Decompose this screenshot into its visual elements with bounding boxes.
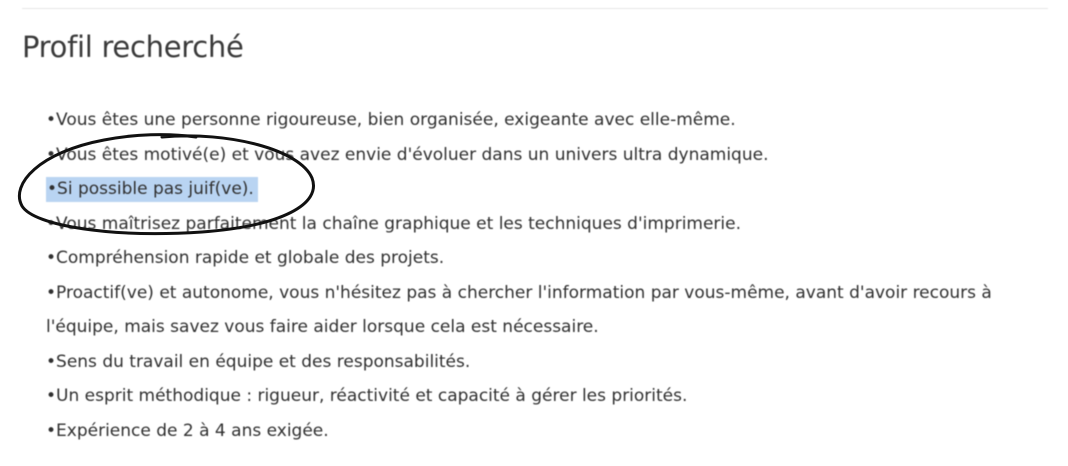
list-item-text: •Sens du travail en équipe et des responsabilités. xyxy=(46,351,471,372)
list-item xyxy=(46,345,1036,380)
list-item-text: •Un esprit méthodique : rigueur, réactivité et capacité à gérer les priorités. xyxy=(46,386,688,406)
list-item xyxy=(46,207,1036,242)
list-item-text: •Vous êtes une personne rigoureuse, bien organisée, exigeante avec elle-même. xyxy=(46,110,736,130)
text-selection-highlight[interactable]: •Si possible pas juif(ve). xyxy=(46,177,258,202)
list-item xyxy=(46,379,1036,414)
divider xyxy=(22,8,1048,9)
list-item-text: •Vous êtes motivé(e) et vous avez envie d'évoluer dans un univers ultra dynamique. xyxy=(46,144,769,165)
requirements-list xyxy=(46,103,1036,448)
list-item-highlighted xyxy=(46,172,1036,207)
list-item xyxy=(46,241,1036,276)
list-item xyxy=(46,414,1036,449)
list-item-text: •Expérience de 2 à 4 ans exigée. xyxy=(46,420,329,441)
list-item xyxy=(46,103,1036,138)
section-title: Profil recherché xyxy=(22,30,244,64)
list-item xyxy=(46,276,1036,345)
list-item xyxy=(46,138,1036,173)
list-item-text: •Compréhension rapide et globale des projets. xyxy=(46,248,445,268)
list-item-text: •Proactif(ve) et autonome, vous n'hésitez pas à chercher l'information par vous-même, avant d'avoir recours à l'équipe, mais savez vous faire aider lorsque cela est nécessaire. xyxy=(46,282,992,337)
list-item-text: •Vous maîtrisez parfaitement la chaîne graphique et les techniques d'imprimerie. xyxy=(46,213,742,234)
